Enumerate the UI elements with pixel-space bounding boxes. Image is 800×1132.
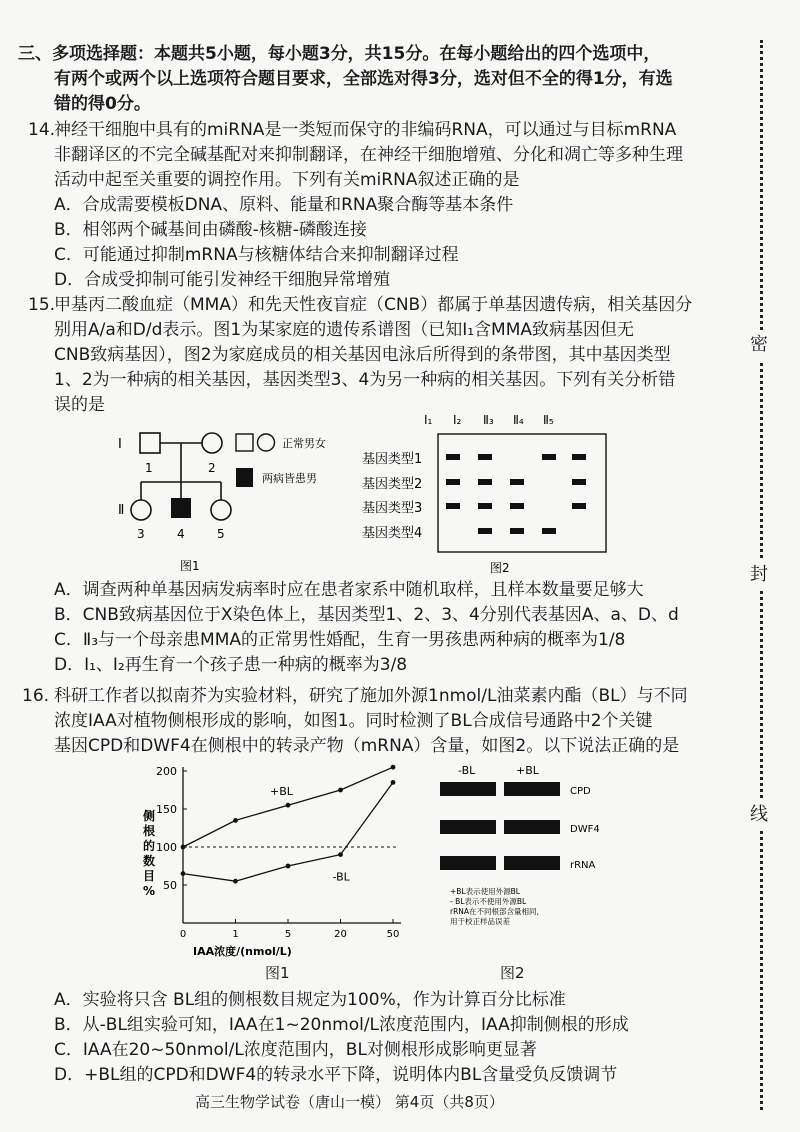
- section-header-line2: 有两个或两个以上选项符合题目要求，全部选对得3分，选对但不全的得1分，有选: [54, 69, 673, 89]
- label-ind3: 3: [137, 527, 145, 541]
- q15-stem-line2: 别用A/a和D/d表示。图1为某家庭的遗传系谱图（已知Ⅰ₁含MMA致病基因但无: [54, 320, 634, 340]
- lane-label-ii5: Ⅱ₅: [543, 413, 554, 427]
- binder-mark-seal: 密: [742, 330, 776, 360]
- legend-affected-label: 两病皆患男: [262, 472, 317, 485]
- x-tick-label: 1: [232, 929, 239, 940]
- q15-stem-line4: 1、2为一种病的相关基因，基因类型3、4为另一种病的相关基因。下列有关分析错: [54, 370, 676, 390]
- q16-line-chart: [135, 758, 405, 958]
- fig2-caption: 图2: [490, 561, 510, 575]
- y-axis-label-char: 目: [142, 869, 156, 883]
- label-ind1: 1: [145, 461, 153, 475]
- q14-stem-line3: 活动中起至关重要的调控作用。下列有关miRNA叙述正确的是: [54, 170, 520, 190]
- q16-gel-figure: [430, 760, 610, 940]
- data-point-plus-bl: [391, 765, 396, 770]
- series-label: -BL: [332, 870, 350, 884]
- band-dwf4-plus: [504, 820, 560, 834]
- x-tick-label: 5: [284, 929, 292, 940]
- gel-frame: [438, 434, 606, 552]
- band-r2-i1: [446, 479, 460, 485]
- fig1-caption: 图1: [180, 559, 200, 573]
- band-r2-i2: [478, 479, 492, 485]
- y-tick-label: 200: [156, 765, 177, 778]
- row-label-type4: 基因类型4: [362, 526, 423, 541]
- row-label-cpd: CPD: [570, 786, 591, 797]
- row-label-type3: 基因类型3: [362, 501, 423, 516]
- q14-option-b: B．相邻两个碱基间由磷酸-核糖-磷酸连接: [54, 220, 367, 240]
- band-rrna-plus: [504, 856, 560, 870]
- q15-stem-line1: 甲基丙二酸血症（MMA）和先天性夜盲症（CNB）都属于单基因遗传病，相关基因分: [54, 295, 693, 315]
- lane-label-ii3: Ⅱ₃: [483, 413, 494, 427]
- band-r2-ii3: [510, 479, 524, 485]
- data-point-minus-bl: [391, 780, 396, 785]
- q16-option-a: A．实验将只含 BL组的侧根数目规定为100%，作为计算百分比标准: [54, 990, 566, 1010]
- q15-stem-line5: 误的是: [54, 395, 105, 415]
- data-point-plus-bl: [286, 803, 291, 808]
- band-r2-ii5: [572, 479, 586, 485]
- row-label-type1: 基因类型1: [362, 452, 423, 467]
- band-r3-ii3: [510, 503, 524, 509]
- q15-option-d: D．Ⅰ₁、Ⅰ₂再生育一个孩子患一种病的概率为3/8: [54, 655, 408, 675]
- data-point-minus-bl: [233, 879, 238, 884]
- data-point-minus-bl: [286, 864, 291, 869]
- legend-affected-male-icon: [236, 468, 253, 487]
- data-point-plus-bl: [338, 788, 343, 793]
- q14-number: 14.: [28, 120, 56, 140]
- binder-mark-line: 线: [742, 800, 776, 830]
- row-label-dwf4: DWF4: [570, 824, 600, 835]
- q16-option-c: C．IAA在20~50nmol/L浓度范围内，BL对侧根形成影响更显著: [54, 1040, 537, 1060]
- lane-label-ii4: Ⅱ₄: [513, 413, 524, 427]
- band-dwf4-minus: [440, 820, 496, 834]
- label-ind4: 4: [177, 527, 185, 541]
- legend-normal-label: 正常男女: [282, 437, 326, 450]
- data-point-plus-bl: [233, 818, 238, 823]
- q14-stem-line2: 非翻译区的不完全碱基配对来抑制翻译，在神经干细胞增殖、分化和凋亡等多种生理: [54, 145, 683, 165]
- binder-mark-close: 封: [742, 560, 776, 590]
- band-r4-ii4: [542, 528, 556, 534]
- gel-note-3: rRNA在不同根部含量相同，: [450, 907, 545, 916]
- band-r1-i1: [446, 454, 460, 460]
- q15-pedigree-figure: [110, 420, 360, 580]
- q15-stem-line3: CNB致病基因），图2为家庭成员的相关基因电泳后所得到的条带图，其中基因类型: [54, 345, 671, 365]
- section-header-line1: 三、多项选择题：本题共5小题，每小题3分，共15分。在每小题给出的四个选项中，: [18, 44, 661, 64]
- series-label: +BL: [270, 785, 293, 799]
- y-axis-label-char: 侧: [142, 809, 156, 823]
- individual-i2: [202, 433, 222, 453]
- page-footer: 高三生物学试卷（唐山一模） 第4页（共8页）: [195, 1093, 504, 1111]
- band-r4-i2: [478, 528, 492, 534]
- q16-option-b: B．从-BL组实验可知，IAA在1~20nmol/L浓度范围内，IAA抑制侧根的形成: [54, 1015, 629, 1035]
- label-ind5: 5: [217, 527, 225, 541]
- label-ind2: 2: [208, 461, 216, 475]
- data-point-minus-bl: [338, 852, 343, 857]
- q15-option-b: B．CNB致病基因位于X染色体上，基因类型1、2、3、4分别代表基因A、a、D、d: [54, 605, 679, 625]
- x-axis-label: IAA浓度/(nmol/L): [193, 945, 292, 958]
- individual-ii5: [211, 500, 231, 520]
- legend-normal-male-icon: [236, 434, 253, 451]
- q14-option-c: C．可能通过抑制mRNA与核糖体结合来抑制翻译过程: [54, 245, 459, 265]
- gel-note-1: +BL表示使用外源BL: [450, 887, 520, 896]
- band-r3-i1: [446, 503, 460, 509]
- y-axis-label-char: %: [142, 884, 156, 898]
- band-rrna-minus: [440, 856, 496, 870]
- q15-option-a: A．调查两种单基因病发病率时应在患者家系中随机取样，且样本数量要足够大: [54, 580, 644, 600]
- row-label-type2: 基因类型2: [362, 477, 423, 492]
- y-axis-label-char: 根: [142, 824, 156, 838]
- x-tick-label: 20: [334, 929, 347, 940]
- q15-number: 15.: [28, 295, 56, 315]
- col-label-plus-bl: +BL: [516, 764, 539, 777]
- q16-fig1-caption: 图1: [265, 964, 290, 982]
- band-r1-ii4: [542, 454, 556, 460]
- q16-number: 16.: [22, 686, 50, 706]
- generation-label-1: Ⅰ: [118, 437, 122, 452]
- band-cpd-plus: [504, 782, 560, 796]
- q16-stem-line1: 科研工作者以拟南芥为实验材料，研究了施加外源1nmol/L油菜素内酯（BL）与不同: [54, 686, 688, 706]
- q15-electrophoresis-figure: [358, 410, 618, 580]
- lane-label-i2: Ⅰ₂: [453, 413, 462, 427]
- lane-label-i1: Ⅰ₁: [424, 413, 433, 427]
- section-header-line3: 错的得0分。: [54, 94, 151, 114]
- q16-stem-line2: 浓度IAA对植物侧根形成的影响，如图1。同时检测了BL合成信号通路中2个关键: [54, 711, 653, 731]
- individual-ii4-affected: [171, 498, 191, 518]
- band-r3-ii5: [572, 503, 586, 509]
- y-axis-label-char: 数: [142, 854, 156, 868]
- data-point-plus-bl: [181, 845, 186, 850]
- band-r3-i2: [478, 503, 492, 509]
- row-label-rrna: rRNA: [570, 860, 596, 871]
- data-point-minus-bl: [181, 871, 186, 876]
- q16-stem-line3: 基因CPD和DWF4在侧根中的转录产物（mRNA）含量，如图2。以下说法正确的是: [54, 736, 680, 756]
- band-r1-ii5: [572, 454, 586, 460]
- gel-note-4: 用于校正样品误差: [450, 917, 510, 926]
- band-r1-i2: [478, 454, 492, 460]
- legend-normal-female-icon: [258, 434, 275, 451]
- y-tick-label: 100: [156, 841, 177, 854]
- x-tick-label: 0: [179, 929, 187, 940]
- x-tick-label: 50: [386, 929, 400, 940]
- q15-option-c: C．Ⅱ₃与一个母亲患MMA的正常男性婚配，生育一男孩患两种病的概率为1/8: [54, 630, 626, 650]
- individual-i1: [140, 433, 160, 453]
- q16-option-d: D．+BL组的CPD和DWF4的转录水平下降，说明体内BL含量受负反馈调节: [54, 1065, 618, 1085]
- band-cpd-minus: [440, 782, 496, 796]
- y-tick-label: 50: [163, 879, 177, 892]
- gel-note-2: - BL表示不使用外源BL: [450, 897, 527, 906]
- band-r4-ii3: [510, 528, 524, 534]
- q14-option-d: D．合成受抑制可能引发神经干细胞异常增殖: [54, 270, 391, 290]
- q14-stem-line1: 神经干细胞中具有的miRNA是一类短而保守的非编码RNA，可以通过与目标mRNA: [54, 120, 677, 140]
- y-axis-label-char: 的: [142, 839, 156, 853]
- y-tick-label: 150: [156, 803, 177, 816]
- generation-label-2: Ⅱ: [118, 503, 125, 518]
- q16-fig2-caption: 图2: [500, 964, 525, 982]
- q14-option-a: A．合成需要模板DNA、原料、能量和RNA聚合酶等基本条件: [54, 195, 514, 215]
- individual-ii3: [131, 500, 151, 520]
- col-label-minus-bl: -BL: [458, 764, 476, 777]
